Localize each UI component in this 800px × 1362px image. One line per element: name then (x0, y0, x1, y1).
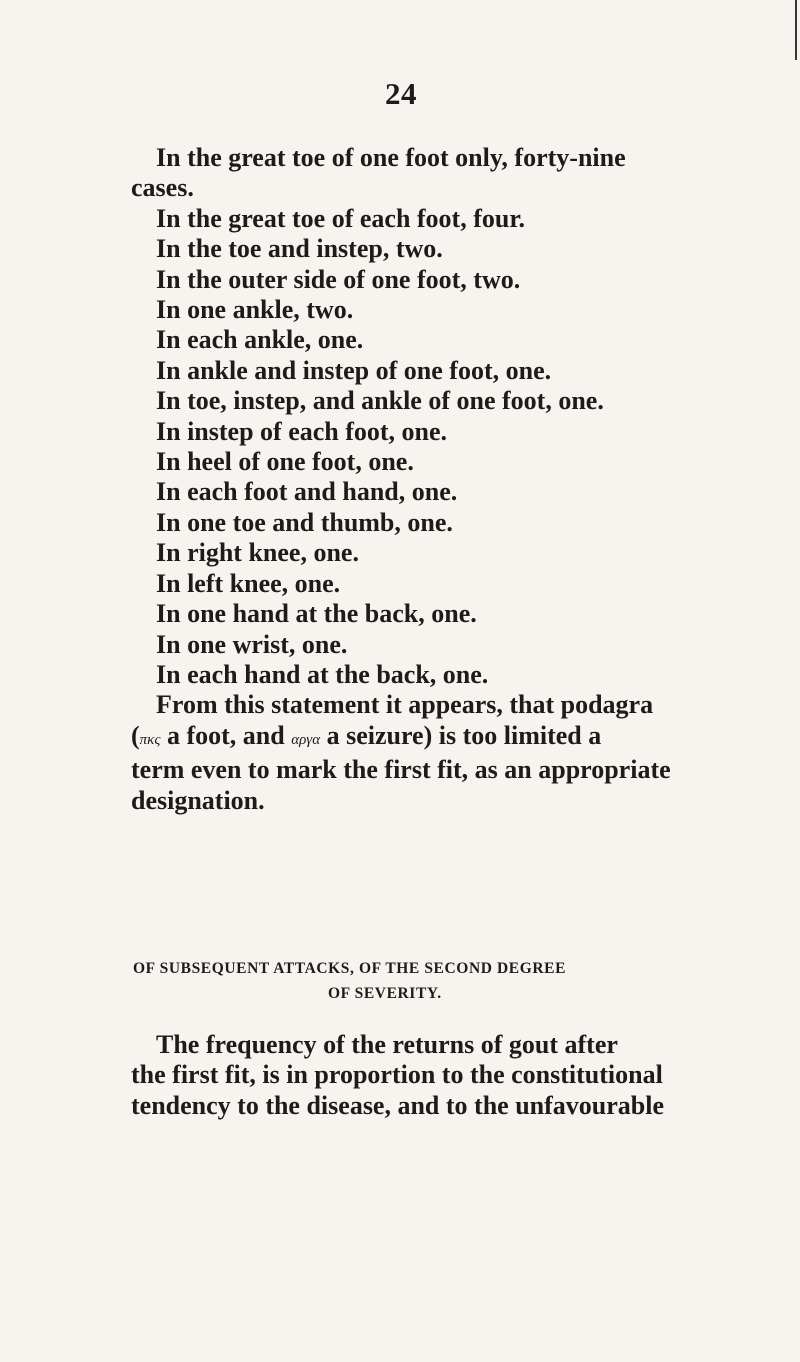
case-list (131, 143, 711, 816)
section-paragraph (131, 1030, 711, 1121)
list-item: In toe, instep, and ankle of one foot, one. (156, 386, 604, 416)
list-item: cases. (131, 173, 194, 203)
paragraph-line: term even to mark the first fit, as an appropriate (131, 755, 671, 785)
list-item: In left knee, one. (156, 568, 341, 598)
greek-word-pous: πκς (139, 731, 161, 748)
list-item: In the great toe of each foot, four. (156, 203, 525, 233)
paragraph-line: the first fit, is in proportion to the constitutional (131, 1060, 663, 1090)
list-item: In each foot and hand, one. (156, 477, 458, 507)
paragraph-line: From this statement it appears, that podagra (156, 690, 654, 720)
list-item: In ankle and instep of one foot, one. (156, 355, 552, 385)
page-number: 24 (385, 76, 417, 111)
list-item: In the toe and instep, two. (156, 234, 443, 264)
greek-word-agra: αργα (291, 731, 321, 748)
list-item: In one toe and thumb, one. (156, 507, 453, 537)
list-item: In the outer side of one foot, two. (156, 264, 521, 294)
list-item: In heel of one foot, one. (156, 447, 414, 477)
section-heading (133, 956, 713, 1006)
list-item: In one ankle, two. (156, 295, 354, 325)
greek-etymology-line (131, 721, 711, 755)
list-item: In each hand at the back, one. (156, 659, 489, 689)
greek-line-end: a seizure) is too limited a (320, 720, 602, 750)
list-item: In each ankle, one. (156, 325, 364, 355)
list-item: In instep of each foot, one. (156, 416, 448, 446)
greek-line-middle: a foot, and (160, 720, 292, 750)
page-edge-line (795, 0, 797, 60)
list-item: In one wrist, one. (156, 629, 348, 659)
paragraph-line: The frequency of the returns of gout after (156, 1030, 618, 1059)
paragraph-line: tendency to the disease, and to the unfavourable (131, 1090, 665, 1120)
list-item: In one hand at the back, one. (156, 599, 477, 629)
section-heading-line: OF SEVERITY. (328, 985, 442, 1002)
paragraph-line: designation. (131, 785, 265, 815)
section-heading-line: OF SUBSEQUENT ATTACKS, OF THE SECOND DEGREE (133, 960, 567, 977)
open-paren: ( (131, 720, 140, 750)
list-item: In the great toe of one foot only, forty-nine (156, 143, 626, 172)
list-item: In right knee, one. (156, 538, 359, 568)
